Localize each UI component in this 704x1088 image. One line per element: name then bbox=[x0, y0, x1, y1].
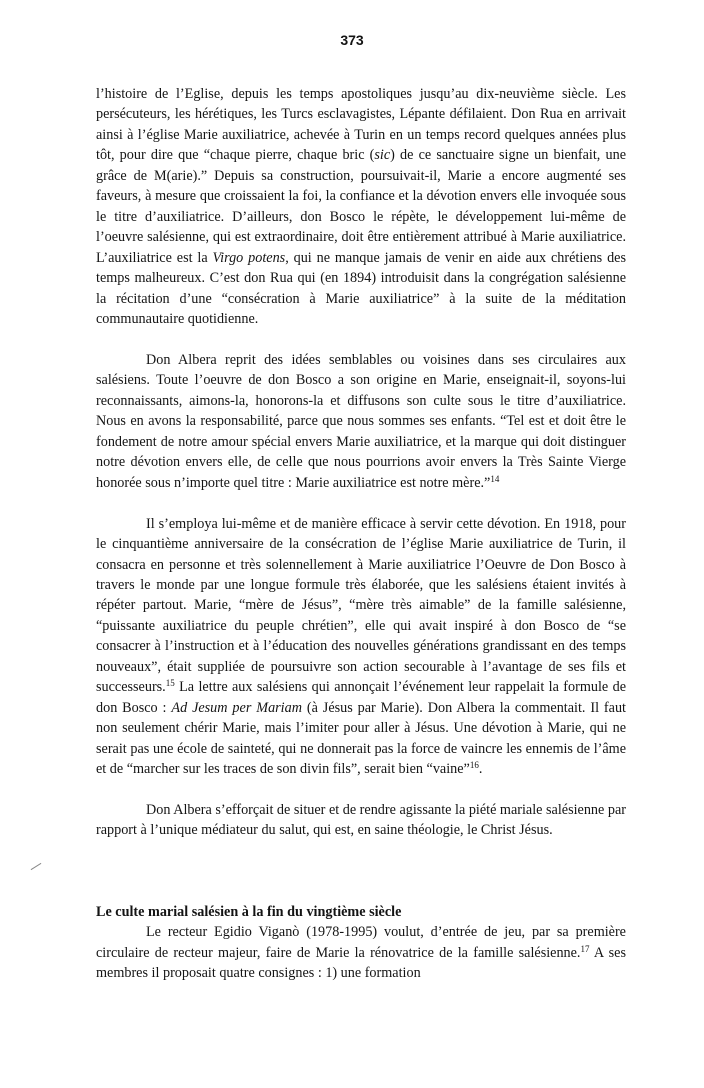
text-run: La lettre aux salésiens qui annonçait l’événement leur rappelait la formule de don Bosco : bbox=[96, 679, 626, 716]
text-run: ) de ce sanctuaire signe un bienfait, une grâce de M(arie).” Depuis sa construction, poursuivait-il, Marie a encore augmenté ses faveurs, à mesure que croissaient la foi, la confiance et la dévotion envers elle invoquée sous le titre d’auxiliatrice. D’ailleurs, don Bosco le répète, le développement lui-même de l’oeuvre salésienne, qui est extraordinaire, doit être entièrement attribué à Marie auxiliatrice. L’auxiliatrice est la bbox=[96, 147, 627, 266]
body-text bbox=[96, 84, 626, 984]
text-run: Il s’employa lui-même et de manière efficace à servir cette dévotion. En 1918, pour le cinquantième anniversaire de la consécration de l’église Marie auxiliatrice de Turin, il consacra en personne et très solennellement à Marie auxiliatrice l’Oeuvre de Don Bosco à travers le monde par une longue formule très élaborée, que les salésiens étaient invités à répéter partout. Marie, “mère de Jésus”, “mère très aimable” de la famille salésienne, “puissante auxiliatrice du peuple chrétien”, elle qui avait inspiré à don Bosco de “se consacrer à l’instruction et à l’éducation des nouvelles générations grandissant en des temps nouveaux”, était suppliée de poursuivre son action secourable à l’avantage de ses fils et successeurs. bbox=[96, 515, 626, 696]
paragraph-don-rua bbox=[96, 84, 626, 329]
margin-pencil-mark bbox=[31, 863, 42, 870]
section-heading: Le culte marial salésien à la fin du vingtième siècle bbox=[96, 903, 402, 920]
text-run: , qui ne manque jamais de venir en aide aux chrétiens des temps malheureux. C’est don Rua qui (en 1894) introduisit dans la congrégation salésienne la récitation d’une “consécration à Marie auxiliatrice” à la suite de la méditation communautaire quotidienne. bbox=[96, 249, 626, 327]
text-run: Le recteur Egidio Viganò (1978-1995) voulut, d’entrée de jeu, par sa première circulaire de recteur majeur, faire de Marie la rénovatrice de la famille salésienne. bbox=[96, 924, 626, 961]
text-run: (à Jésus par Marie). Don Albera la commentait. Il faut non seulement chérir Marie, mais l’imiter pour aller à Jésus. Une dévotion à Marie, qui ne serait pas une école de sainteté, qui ne donnerait pas la force de vaincre les ennemis de l’âme et de “marcher sur les traces de son divin fils”, serait bien “vaine” bbox=[96, 699, 626, 778]
italic-virgo-potens: Virgo potens bbox=[212, 249, 286, 266]
footnote-ref-17[interactable]: 17 bbox=[580, 943, 590, 954]
italic-sic: sic bbox=[374, 147, 391, 164]
footnote-ref-15[interactable]: 15 bbox=[165, 678, 175, 689]
paragraph-vigano bbox=[96, 922, 626, 983]
footnote-ref-14[interactable]: 14 bbox=[490, 473, 500, 484]
paragraph-don-albera-circulaires bbox=[96, 350, 626, 493]
text-run: A ses membres il proposait quatre consignes : 1) une formation bbox=[96, 944, 626, 982]
text-run: l’histoire de l’Eglise, depuis les temps apostoliques jusqu’au dix-neuvième siècle. Les persécuteurs, les hérétiques, les Turcs esclavagistes, Lépante défilaient. Don Rua en arrivait ainsi à l’église Marie auxiliatrice, achevée à Turin en un temps record quelques années plus tôt, pour dire que “chaque pierre, chaque bric ( bbox=[96, 86, 626, 164]
italic-ad-jesum: Ad Jesum per Mariam bbox=[171, 699, 302, 716]
text-run: Don Albera s’efforçait de situer et de rendre agissante la piété mariale salésienne par rapport à l’unique médiateur du salut, qui est, en saine théologie, le Christ Jésus. bbox=[96, 802, 626, 839]
page-number: 373 bbox=[340, 32, 364, 48]
text-run: . bbox=[478, 761, 483, 778]
paragraph-consecration-1918 bbox=[96, 514, 626, 780]
text-run: Don Albera reprit des idées semblables ou voisines dans ses circulaires aux salésiens. Toute l’oeuvre de don Bosco a son origine en Marie, enseignait-il, soyons-lui reconnaissants, aimons-la, honorons-la et diffusons son culte sous le titre d’auxiliatrice. Nous en avons la responsabilité, parce que nous sommes ses enfants. “Tel est et doit être le fondement de notre amour spécial envers Marie auxiliatrice, et la marque qui doit distinguer notre dévotion envers elle, de celle que nous pourrions avoir envers la Très Sainte Vierge honorée sous n’importe quel titre : Marie auxiliatrice est notre mère.” bbox=[96, 351, 626, 491]
paragraph-piete-mariale bbox=[96, 800, 626, 841]
footnote-ref-16[interactable]: 16 bbox=[469, 760, 479, 771]
